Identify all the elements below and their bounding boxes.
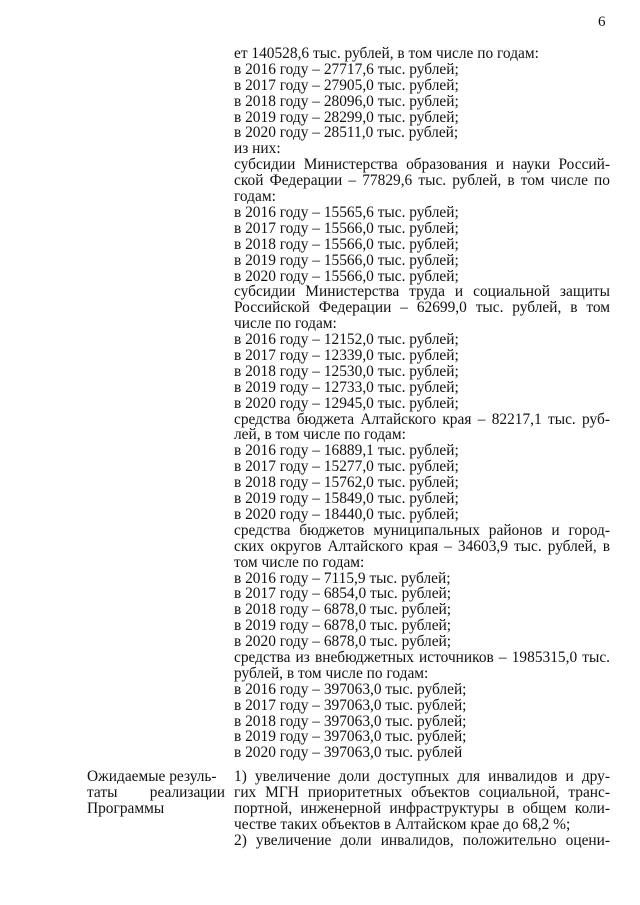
funding-line: ской Федерации – 77829,6 тыс. рублей, в том числе по [234, 172, 610, 190]
funding-line: в 2019 году – 397063,0 тыс. рублей; [234, 728, 467, 746]
expected-results-label [87, 769, 225, 817]
funding-line: в 2020 году – 6878,0 тыс. рублей; [234, 633, 452, 651]
result-line: 2) увеличение доли инвалидов, положительно оцени- [234, 831, 610, 849]
page-number: 6 [598, 14, 606, 30]
result-line: честве таких объектов в Алтайском крае до 68,2 %; [234, 815, 571, 833]
funding-line: в 2019 году – 6878,0 тыс. рублей; [234, 617, 452, 635]
funding-line: в 2016 году – 7115,9 тыс. рублей; [234, 569, 451, 587]
funding-line: в 2020 году – 12945,0 тыс. рублей; [234, 394, 459, 412]
funding-line: средства из внебюджетных источников – 1985315,0 тыс. [234, 648, 610, 666]
funding-line: в 2020 году – 15566,0 тыс. рублей; [234, 267, 459, 285]
expected-results-text [234, 769, 610, 849]
result-line: гих МГН приоритетных объектов социальной, транс- [234, 783, 610, 801]
funding-line: в 2016 году – 16889,1 тыс. рублей; [234, 442, 459, 460]
funding-line: том числе по годам: [234, 553, 365, 571]
funding-line: в 2018 году – 397063,0 тыс. рублей; [234, 712, 467, 730]
funding-line: в 2018 году – 15566,0 тыс. рублей; [234, 235, 459, 253]
funding-line: в 2017 году – 6854,0 тыс. рублей; [234, 585, 452, 603]
funding-line: средства бюджетов муниципальных районов и город- [234, 521, 610, 539]
funding-line: в 2020 году – 18440,0 тыс. рублей; [234, 505, 459, 523]
funding-line: Российской Федерации – 62699,0 тыс. рублей, в том [234, 299, 610, 317]
label-line: Ожидаемые резуль- [87, 768, 217, 785]
funding-line: лей, в том числе по годам: [234, 426, 406, 444]
funding-line: в 2017 году – 15277,0 тыс. рублей; [234, 458, 459, 476]
funding-line: средства бюджета Алтайского края – 82217,1 тыс. руб- [234, 410, 610, 428]
label-line: таты реализации [87, 783, 225, 801]
funding-line: в 2019 году – 15849,0 тыс. рублей; [234, 490, 459, 508]
funding-line: в 2018 году – 28096,0 тыс. рублей; [234, 92, 459, 110]
funding-line: в 2018 году – 15762,0 тыс. рублей; [234, 474, 459, 492]
funding-line: субсидии Министерства труда и социальной защиты [234, 283, 610, 301]
funding-line: рублей, в том числе по годам: [234, 664, 429, 682]
funding-line: в 2017 году – 12339,0 тыс. рублей; [234, 346, 459, 364]
funding-line: в 2018 году – 6878,0 тыс. рублей; [234, 601, 452, 619]
funding-text [234, 46, 610, 761]
label-line: Программы [87, 799, 165, 817]
funding-line: в 2016 году – 12152,0 тыс. рублей; [234, 331, 459, 349]
funding-line: ских округов Алтайского края – 34603,9 тыс. рублей, в [234, 537, 610, 555]
funding-line: в 2017 году – 27905,0 тыс. рублей; [234, 76, 459, 94]
result-line: 1) увеличение доли доступных для инвалидов и дру- [234, 768, 610, 785]
funding-line: в 2020 году – 397063,0 тыс. рублей [234, 744, 463, 762]
funding-line: ет 140528,6 тыс. рублей, в том числе по годам: [234, 45, 539, 62]
funding-line: в 2017 году – 15566,0 тыс. рублей; [234, 219, 459, 237]
funding-line: в 2016 году – 397063,0 тыс. рублей; [234, 680, 467, 698]
funding-line: в 2017 году – 397063,0 тыс. рублей; [234, 696, 467, 714]
funding-line: в 2020 году – 28511,0 тыс. рублей; [234, 124, 459, 142]
funding-line: в 2016 году – 15565,6 тыс. рублей; [234, 203, 459, 221]
funding-line: в 2016 году – 27717,6 тыс. рублей; [234, 60, 459, 78]
funding-line: в 2018 году – 12530,0 тыс. рублей; [234, 362, 459, 380]
funding-line: из них: [234, 140, 281, 158]
funding-line: числе по годам: [234, 315, 337, 333]
result-line: портной, инженерной инфраструктуры в общем коли- [234, 799, 610, 817]
funding-line: годам: [234, 188, 276, 206]
funding-line: в 2019 году – 28299,0 тыс. рублей; [234, 108, 459, 126]
funding-line: субсидии Министерства образования и науки Россий- [234, 156, 610, 174]
funding-line: в 2019 году – 15566,0 тыс. рублей; [234, 251, 459, 269]
funding-line: в 2019 году – 12733,0 тыс. рублей; [234, 378, 459, 396]
